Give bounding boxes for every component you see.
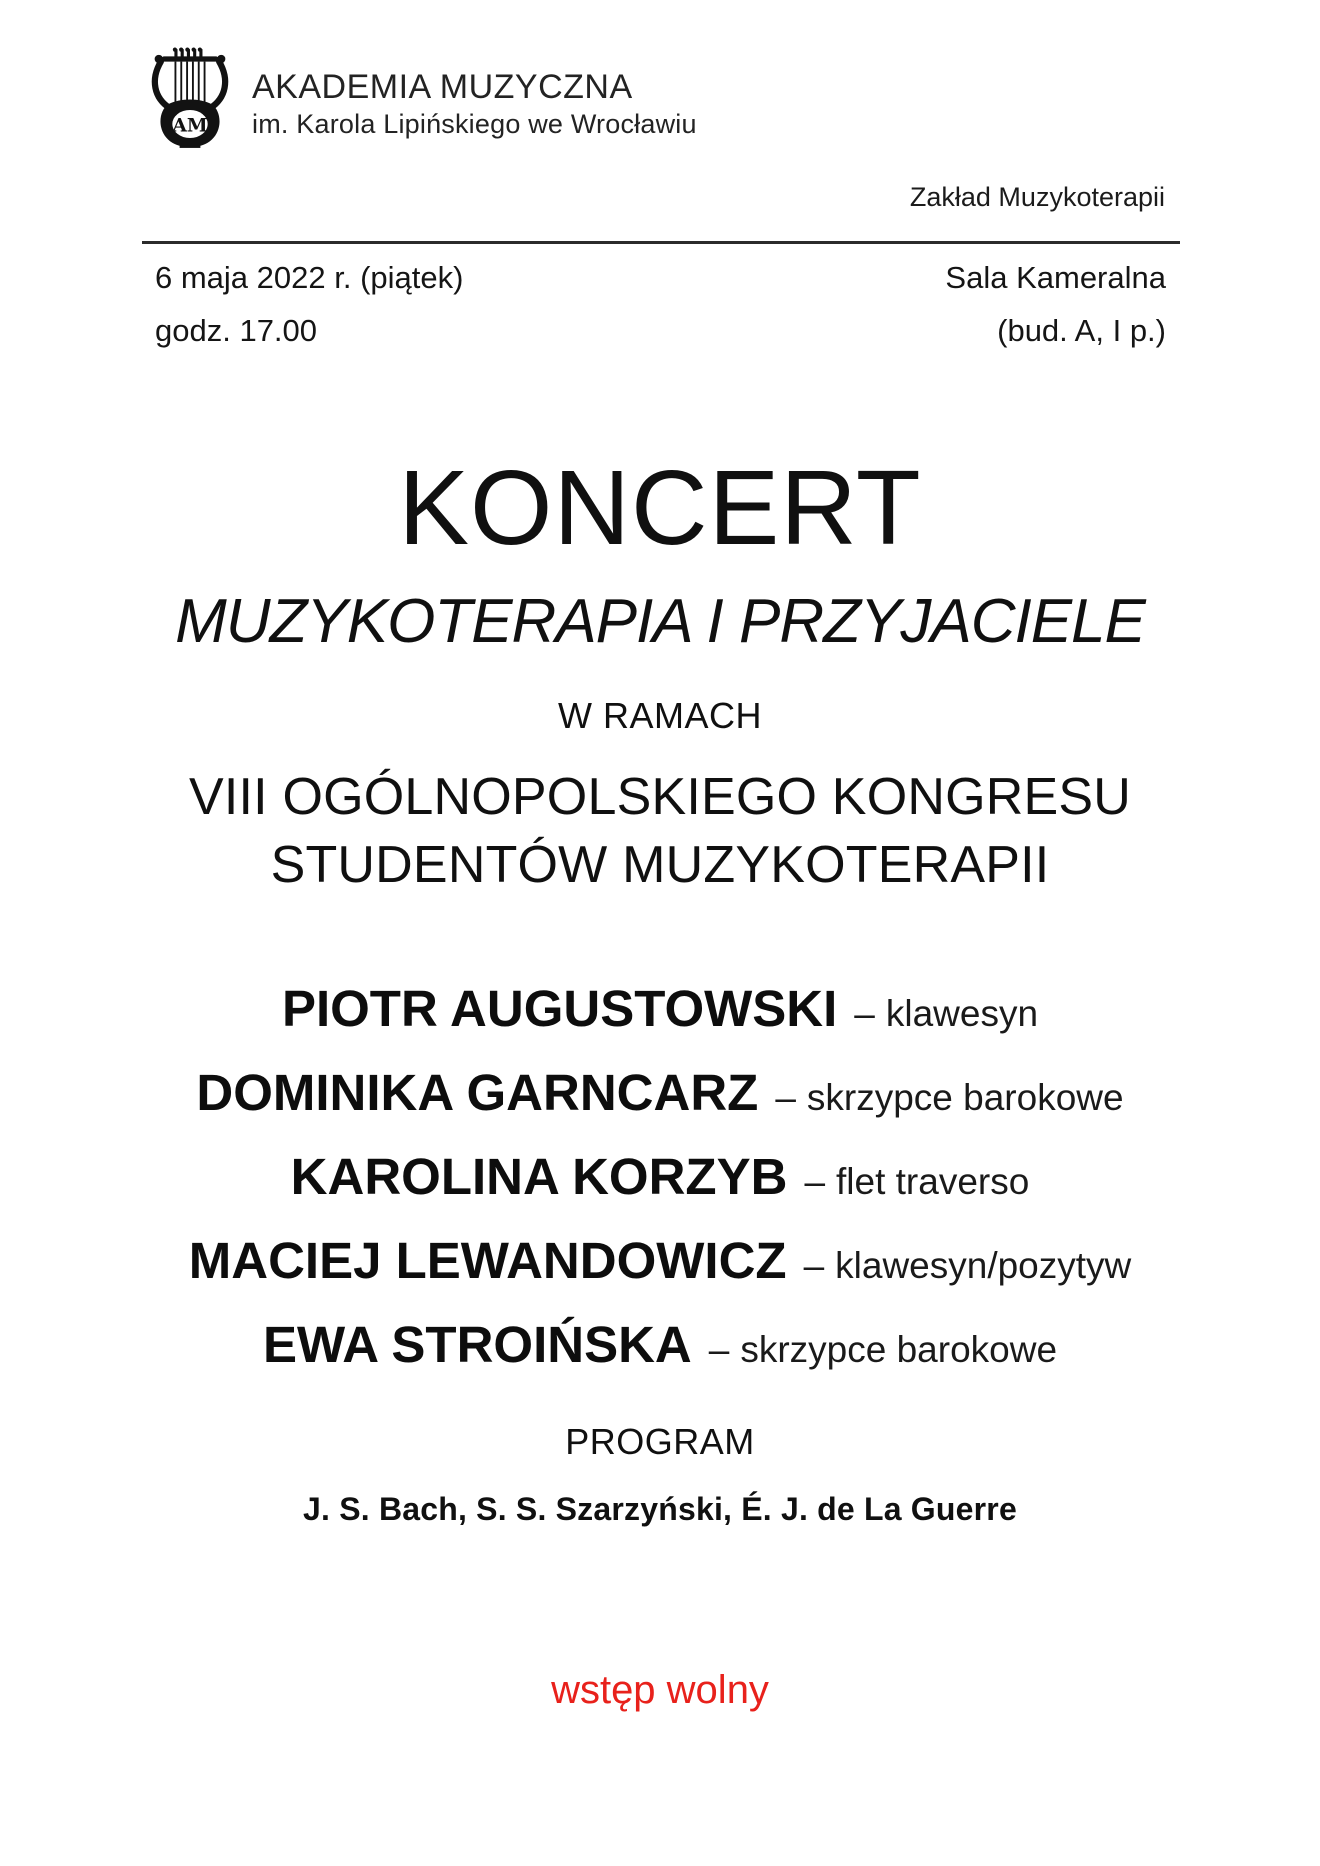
performer-dash: – [775, 1077, 796, 1118]
program-heading: PROGRAM [565, 1421, 755, 1462]
performer-name: DOMINIKA GARNCARZ [196, 1064, 759, 1121]
congress-title-line2: STUDENTÓW MUZYKOTERAPII [270, 836, 1050, 894]
performer-instrument: flet traverso [836, 1161, 1030, 1202]
performer-dash: – [708, 1329, 730, 1370]
performer-row [0, 1141, 1320, 1225]
performer-dash: – [854, 993, 875, 1034]
lyre-logo-icon [148, 46, 232, 150]
event-venue: Sala Kameralna [945, 260, 1166, 295]
performer-dash: – [804, 1161, 826, 1202]
performer-row [0, 1309, 1320, 1393]
event-date: 6 maja 2022 r. (piątek) [155, 260, 464, 295]
congress-title [0, 763, 1320, 899]
performer-row [0, 973, 1320, 1057]
performer-row [0, 1057, 1320, 1141]
header-divider [142, 241, 1180, 244]
performer-name: KAROLINA KORZYB [290, 1148, 788, 1205]
performer-name: MACIEJ LEWANDOWICZ [188, 1232, 787, 1289]
performer-list [0, 973, 1320, 1393]
event-time: godz. 17.00 [155, 313, 318, 348]
event-venue-detail: (bud. A, I p.) [997, 313, 1166, 348]
performer-dash: – [803, 1245, 825, 1286]
logo-monogram: AM [172, 114, 208, 137]
performer-instrument: skrzypce barokowe [740, 1329, 1058, 1370]
performer-name: EWA STROIŃSKA [262, 1316, 692, 1373]
admission-note: wstęp wolny [551, 1668, 769, 1712]
concert-title: KONCERT [398, 449, 922, 567]
department-name: Zakład Muzykoterapii [909, 182, 1165, 212]
academy-logo [148, 46, 697, 150]
logo-text-block [252, 46, 697, 140]
context-intro: W RAMACH [558, 695, 762, 736]
performer-row [0, 1225, 1320, 1309]
concert-subtitle: MUZYKOTERAPIA I PRZYJACIELE [175, 587, 1145, 656]
organization-name: AKADEMIA MUZYCZNA [252, 68, 633, 106]
organization-subtitle: im. Karola Lipińskiego we Wrocławiu [252, 108, 697, 139]
performer-instrument: klawesyn/pozytyw [835, 1245, 1132, 1286]
performer-name: PIOTR AUGUSTOWSKI [281, 980, 838, 1037]
performer-instrument: klawesyn [885, 993, 1039, 1034]
congress-title-line1: VIII OGÓLNOPOLSKIEGO KONGRESU [188, 768, 1132, 826]
performer-instrument: skrzypce barokowe [806, 1077, 1124, 1118]
program-composers: J. S. Bach, S. S. Szarzyński, É. J. de La Guerre [303, 1491, 1017, 1527]
